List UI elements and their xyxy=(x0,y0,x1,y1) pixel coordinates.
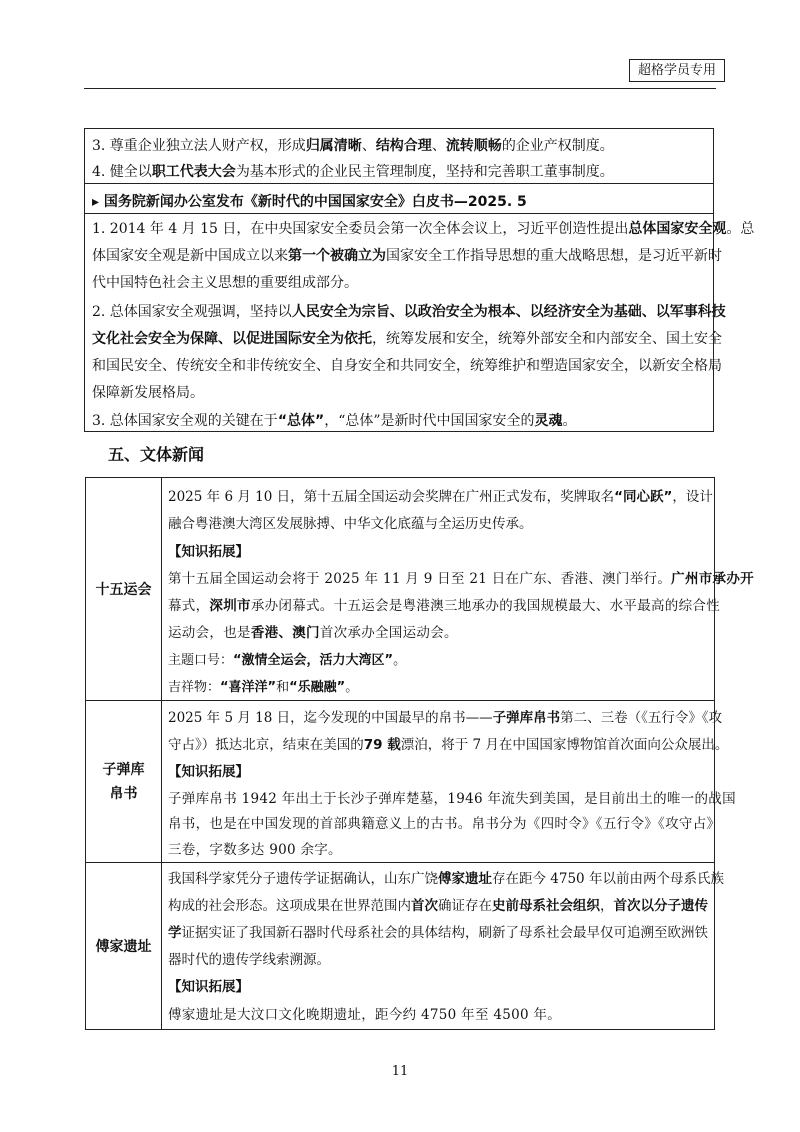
page-number: 11 xyxy=(391,1064,409,1079)
zidanku-k3: 三卷，字数多达 900 余字。 xyxy=(168,842,342,858)
item-3-text: 3. 尊重企业独立法人财产权，形成归属清晰、结构合理、流转顺畅的企业产权制度。 xyxy=(92,138,614,154)
fujia-line-1: 我国科学家凭分子遗传学证据确认，山东广饶傅家遗址存在距今 4750 年以前由两个母系氏族 xyxy=(168,871,724,887)
quanyunhui-line-2: 融合粤港澳大湾区发展脉搏、中华文化底蕴与全运历史传承。 xyxy=(168,516,533,532)
item-4-row xyxy=(85,157,713,184)
row-divider-2 xyxy=(86,862,714,863)
fujia-line-4: 器时代的遗传学线索溯源。 xyxy=(168,952,330,968)
zidanku-k1: 子弹库帛书 1942 年出土于长沙子弹库楚墓，1946 年流失到美国，是目前出土的唯一的战国 xyxy=(168,791,736,807)
news-table xyxy=(85,477,754,1030)
fujia-line-3: 学证据实证了我国新石器时代母系社会的具体结构，刷新了母系社会最早仅可追溯至欧洲铁 xyxy=(168,925,708,941)
p2-line-2: 文化社会安全为保障、以促进国际安全为依托，统筹发展和安全，统筹外部安全和内部安全、国土安全 xyxy=(92,331,722,347)
quanyunhui-k2: 幕式，深圳市承办闭幕式。十五运会是粤港澳三地承办的我国规模最大、水平最高的综合性 xyxy=(168,598,721,614)
p1-line-3: 代中国特色社会主义思想的重要组成部分。 xyxy=(92,275,358,291)
quanyunhui-k1: 第十五届全国运动会将于 2025 年 11 月 9 日至 21 日在广东、香港、澳门举行。广州市承办开 xyxy=(168,571,754,587)
quanyunhui-ext-heading: 【知识拓展】 xyxy=(168,544,249,560)
zidanku-k2: 帛书，也是在中国发现的首部典籍意义上的古书。帛书分为《四时令》《五行令》《攻守占》 xyxy=(168,816,721,832)
p1-line-1: 1. 2014 年 4 月 15 日，在中央国家安全委员会第一次全体会议上，习近平创造性提出总体国家安全观。总 xyxy=(92,221,755,237)
row-divider-1 xyxy=(86,700,714,701)
title-divider xyxy=(85,213,713,214)
p2-line-4: 保障新发展格局。 xyxy=(92,385,204,401)
zidanku-line-2: 守占》）抵达北京，结束在美国的79 载漂泊，将于 7 月在中国国家博物馆首次面向公众展出。 xyxy=(168,737,729,753)
row-label-quanyunhui: 十五运会 xyxy=(95,582,152,598)
quanyunhui-mascot: 吉祥物：“喜洋洋”和“乐融融”。 xyxy=(168,680,359,695)
item-4-text: 4. 健全以职工代表大会为基本形式的企业民主管理制度，坚持和完善职工董事制度。 xyxy=(92,164,614,180)
fujia-k1: 傅家遗址是大汶口文化晚期遗址，距今约 4750 年至 4500 年。 xyxy=(168,1007,562,1023)
policy-box xyxy=(84,128,755,432)
header-tag: 超格学员专用 xyxy=(629,59,725,82)
row-label-zidanku-1: 子弹库 xyxy=(102,762,145,778)
zidanku-ext-heading: 【知识拓展】 xyxy=(168,764,249,780)
row-label-fujia: 傅家遗址 xyxy=(95,939,152,955)
fujia-line-2: 构成的社会形态。这项成果在世界范围内首次确证存在史前母系社会组织，首次以分子遗传 xyxy=(168,898,708,914)
p3-line: 3. 总体国家安全观的关键在于“总体”，“总体”是新时代中国国家安全的灵魂。 xyxy=(92,413,577,429)
quanyunhui-line-1: 2025 年 6 月 10 日，第十五届全国运动会奖牌在广州正式发布，奖牌取名“同心跃”，设计 xyxy=(168,489,713,505)
column-divider xyxy=(161,478,162,1029)
quanyunhui-k3: 运动会，也是香港、澳门首次承办全国运动会。 xyxy=(168,625,458,641)
item-3-row xyxy=(85,129,713,157)
row-label-zidanku-2: 帛书 xyxy=(109,786,138,802)
section-title: 五、文体新闻 xyxy=(108,445,205,464)
p2-line-3: 和国民安全、传统安全和非传统安全、自身安全和共同安全，统筹维护和塑造国家安全，以新安全格局 xyxy=(92,358,722,374)
quanyunhui-slogan: 主题口号：“激情全运会，活力大湾区”。 xyxy=(168,653,407,668)
fujia-ext-heading: 【知识拓展】 xyxy=(168,979,249,995)
p1-line-2: 体国家安全观是新中国成立以来第一个被确立为国家安全工作指导思想的重大战略思想，是习近平新时 xyxy=(92,248,722,264)
header-rule xyxy=(84,88,716,89)
zidanku-line-1: 2025 年 5 月 18 日，迄今发现的中国最早的帛书——子弹库帛书第二、三卷（《五行令》《攻 xyxy=(168,710,723,726)
whitepaper-title: ▸ 国务院新闻办公室发布《新时代的中国国家安全》白皮书—2025. 5 xyxy=(92,194,527,210)
p2-line-1: 2. 总体国家安全观强调，坚持以人民安全为宗旨、以政治安全为根本、以经济安全为基础、以军事科技 xyxy=(92,304,726,320)
